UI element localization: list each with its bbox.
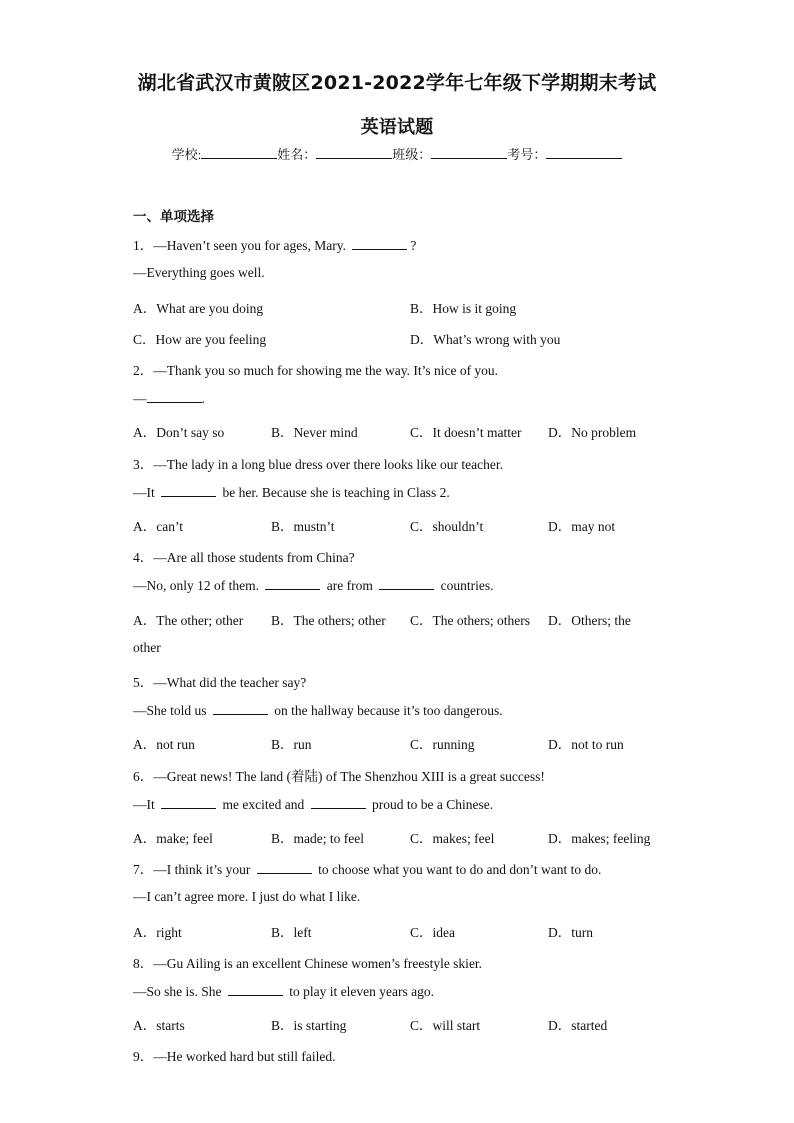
question-1-stem — [133, 234, 416, 254]
answer-blank[interactable] — [265, 577, 320, 590]
question-9-stem — [133, 1045, 335, 1065]
question-text: countries. — [437, 578, 494, 593]
question-text: —What did the teacher say? — [153, 675, 307, 690]
option-d[interactable]: D．not to run — [548, 737, 624, 752]
answer-blank[interactable] — [379, 577, 434, 590]
answer-blank[interactable] — [228, 983, 283, 996]
question-text: —It — [133, 797, 159, 812]
question-3-stem — [133, 453, 503, 473]
answer-blank[interactable] — [161, 484, 216, 497]
answer-blank[interactable] — [352, 237, 407, 250]
question-text: —She told us — [133, 703, 210, 718]
question-text: to choose what you want to do and don’t want to do. — [314, 862, 602, 877]
name-blank[interactable] — [316, 147, 392, 159]
number-blank[interactable] — [546, 147, 622, 159]
option-d[interactable]: D．turn — [548, 925, 593, 940]
question-8-stem — [133, 952, 482, 972]
question-text: . — [201, 391, 205, 406]
option-b[interactable]: B．left — [271, 925, 312, 940]
option-b[interactable]: B．mustn’t — [271, 519, 335, 534]
answer-blank[interactable] — [213, 702, 268, 715]
question-number: 1． — [133, 238, 154, 253]
question-text: —I think it’s your — [153, 862, 254, 877]
option-d[interactable]: D．may not — [548, 519, 616, 534]
question-7-stem — [133, 858, 601, 878]
option-a[interactable]: A．can’t — [133, 519, 183, 534]
question-text: —So she is. She — [133, 984, 225, 999]
option-b[interactable]: B．run — [271, 737, 312, 752]
question-number: 5． — [133, 675, 154, 690]
question-text: — — [133, 391, 147, 406]
option-a[interactable]: A．Don’t say so — [133, 425, 225, 440]
question-number: 2． — [133, 363, 154, 378]
option-c[interactable]: C．running — [410, 737, 475, 752]
option-c[interactable]: C．shouldn’t — [410, 519, 484, 534]
question-text: me excited and — [219, 797, 308, 812]
school-label: 学校: — [171, 147, 202, 162]
option-b[interactable]: B．is starting — [271, 1018, 347, 1033]
question-text: ? — [410, 238, 417, 253]
answer-blank[interactable] — [147, 390, 202, 403]
option-a[interactable]: A．right — [133, 925, 182, 940]
question-number: 3． — [133, 457, 154, 472]
question-7-reply: —I can’t agree more. I just do what I like. — [133, 889, 361, 904]
exam-subtitle: 英语试题 — [360, 117, 434, 138]
question-number: 7． — [133, 862, 154, 877]
question-number: 6． — [133, 769, 154, 784]
option-a[interactable]: A．The other; other — [133, 613, 244, 628]
question-text: be her. Because she is teaching in Class 2. — [219, 485, 450, 500]
class-label: 班级： — [392, 147, 432, 162]
option-c[interactable]: C．How are you feeling — [133, 332, 267, 347]
option-a[interactable]: A．What are you doing — [133, 301, 264, 316]
answer-blank[interactable] — [257, 861, 312, 874]
question-text: on the hallway because it’s too dangerous. — [270, 703, 503, 718]
question-text: are from — [323, 578, 377, 593]
question-text: —He worked hard but still failed. — [153, 1049, 336, 1064]
number-label: 考号： — [507, 147, 547, 162]
option-d[interactable]: D．No problem — [548, 425, 637, 440]
option-d[interactable]: D．started — [548, 1018, 608, 1033]
question-3-reply — [133, 484, 450, 501]
question-number: 8． — [133, 956, 154, 971]
option-b[interactable]: B．made; to feel — [271, 831, 364, 846]
question-5-stem — [133, 671, 306, 691]
question-6-stem — [133, 765, 545, 785]
question-1-reply: —Everything goes well. — [133, 265, 265, 280]
question-text: —Thank you so much for showing me the way. It’s nice of you. — [153, 363, 499, 378]
question-4-reply — [133, 577, 493, 594]
question-8-reply — [133, 983, 434, 1000]
option-d[interactable]: D．What’s wrong with you — [410, 332, 561, 347]
question-text: —Haven’t seen you for ages, Mary. — [153, 238, 350, 253]
question-text: —Gu Ailing is an excellent Chinese women’s freestyle skier. — [153, 956, 483, 971]
option-c[interactable]: C．The others; others — [410, 613, 530, 628]
question-6-reply — [133, 796, 493, 813]
question-5-reply — [133, 702, 503, 719]
option-b[interactable]: B．The others; other — [271, 613, 386, 628]
option-c[interactable]: C．idea — [410, 925, 455, 940]
question-text: to play it eleven years ago. — [285, 984, 434, 999]
question-text: —It — [133, 485, 159, 500]
option-d[interactable]: D．makes; feeling — [548, 831, 651, 846]
question-number: 4． — [133, 550, 154, 565]
option-c[interactable]: C．It doesn’t matter — [410, 425, 522, 440]
answer-blank[interactable] — [311, 796, 366, 809]
option-d-continued[interactable]: other — [133, 640, 161, 655]
class-blank[interactable] — [431, 147, 507, 159]
name-label: 姓名： — [277, 147, 317, 162]
option-c[interactable]: C．will start — [410, 1018, 481, 1033]
exam-title: 湖北省武汉市黄陂区2021-2022学年七年级下学期期末考试 — [137, 72, 657, 94]
question-text: proud to be a Chinese. — [368, 797, 494, 812]
option-a[interactable]: A．make; feel — [133, 831, 213, 846]
question-text: —The lady in a long blue dress over there looks like our teacher. — [153, 457, 504, 472]
answer-blank[interactable] — [161, 796, 216, 809]
question-text: —No, only 12 of them. — [133, 578, 263, 593]
question-2-reply — [133, 390, 205, 407]
option-a[interactable]: A．not run — [133, 737, 195, 752]
question-2-stem — [133, 359, 498, 379]
question-text: —Great news! The land (着陆) of The Shenzhou XIII is a great success! — [153, 769, 545, 784]
section-title: 一、单项选择 — [133, 209, 214, 225]
student-info-row — [0, 144, 794, 163]
question-text: —Are all those students from China? — [153, 550, 355, 565]
question-number: 9． — [133, 1049, 154, 1064]
option-d[interactable]: D．Others; the — [548, 613, 631, 628]
option-b[interactable]: B．How is it going — [410, 301, 517, 316]
option-c[interactable]: C．makes; feel — [410, 831, 495, 846]
school-blank[interactable] — [201, 147, 277, 159]
question-4-stem — [133, 546, 355, 566]
option-b[interactable]: B．Never mind — [271, 425, 358, 440]
option-a[interactable]: A．starts — [133, 1018, 185, 1033]
